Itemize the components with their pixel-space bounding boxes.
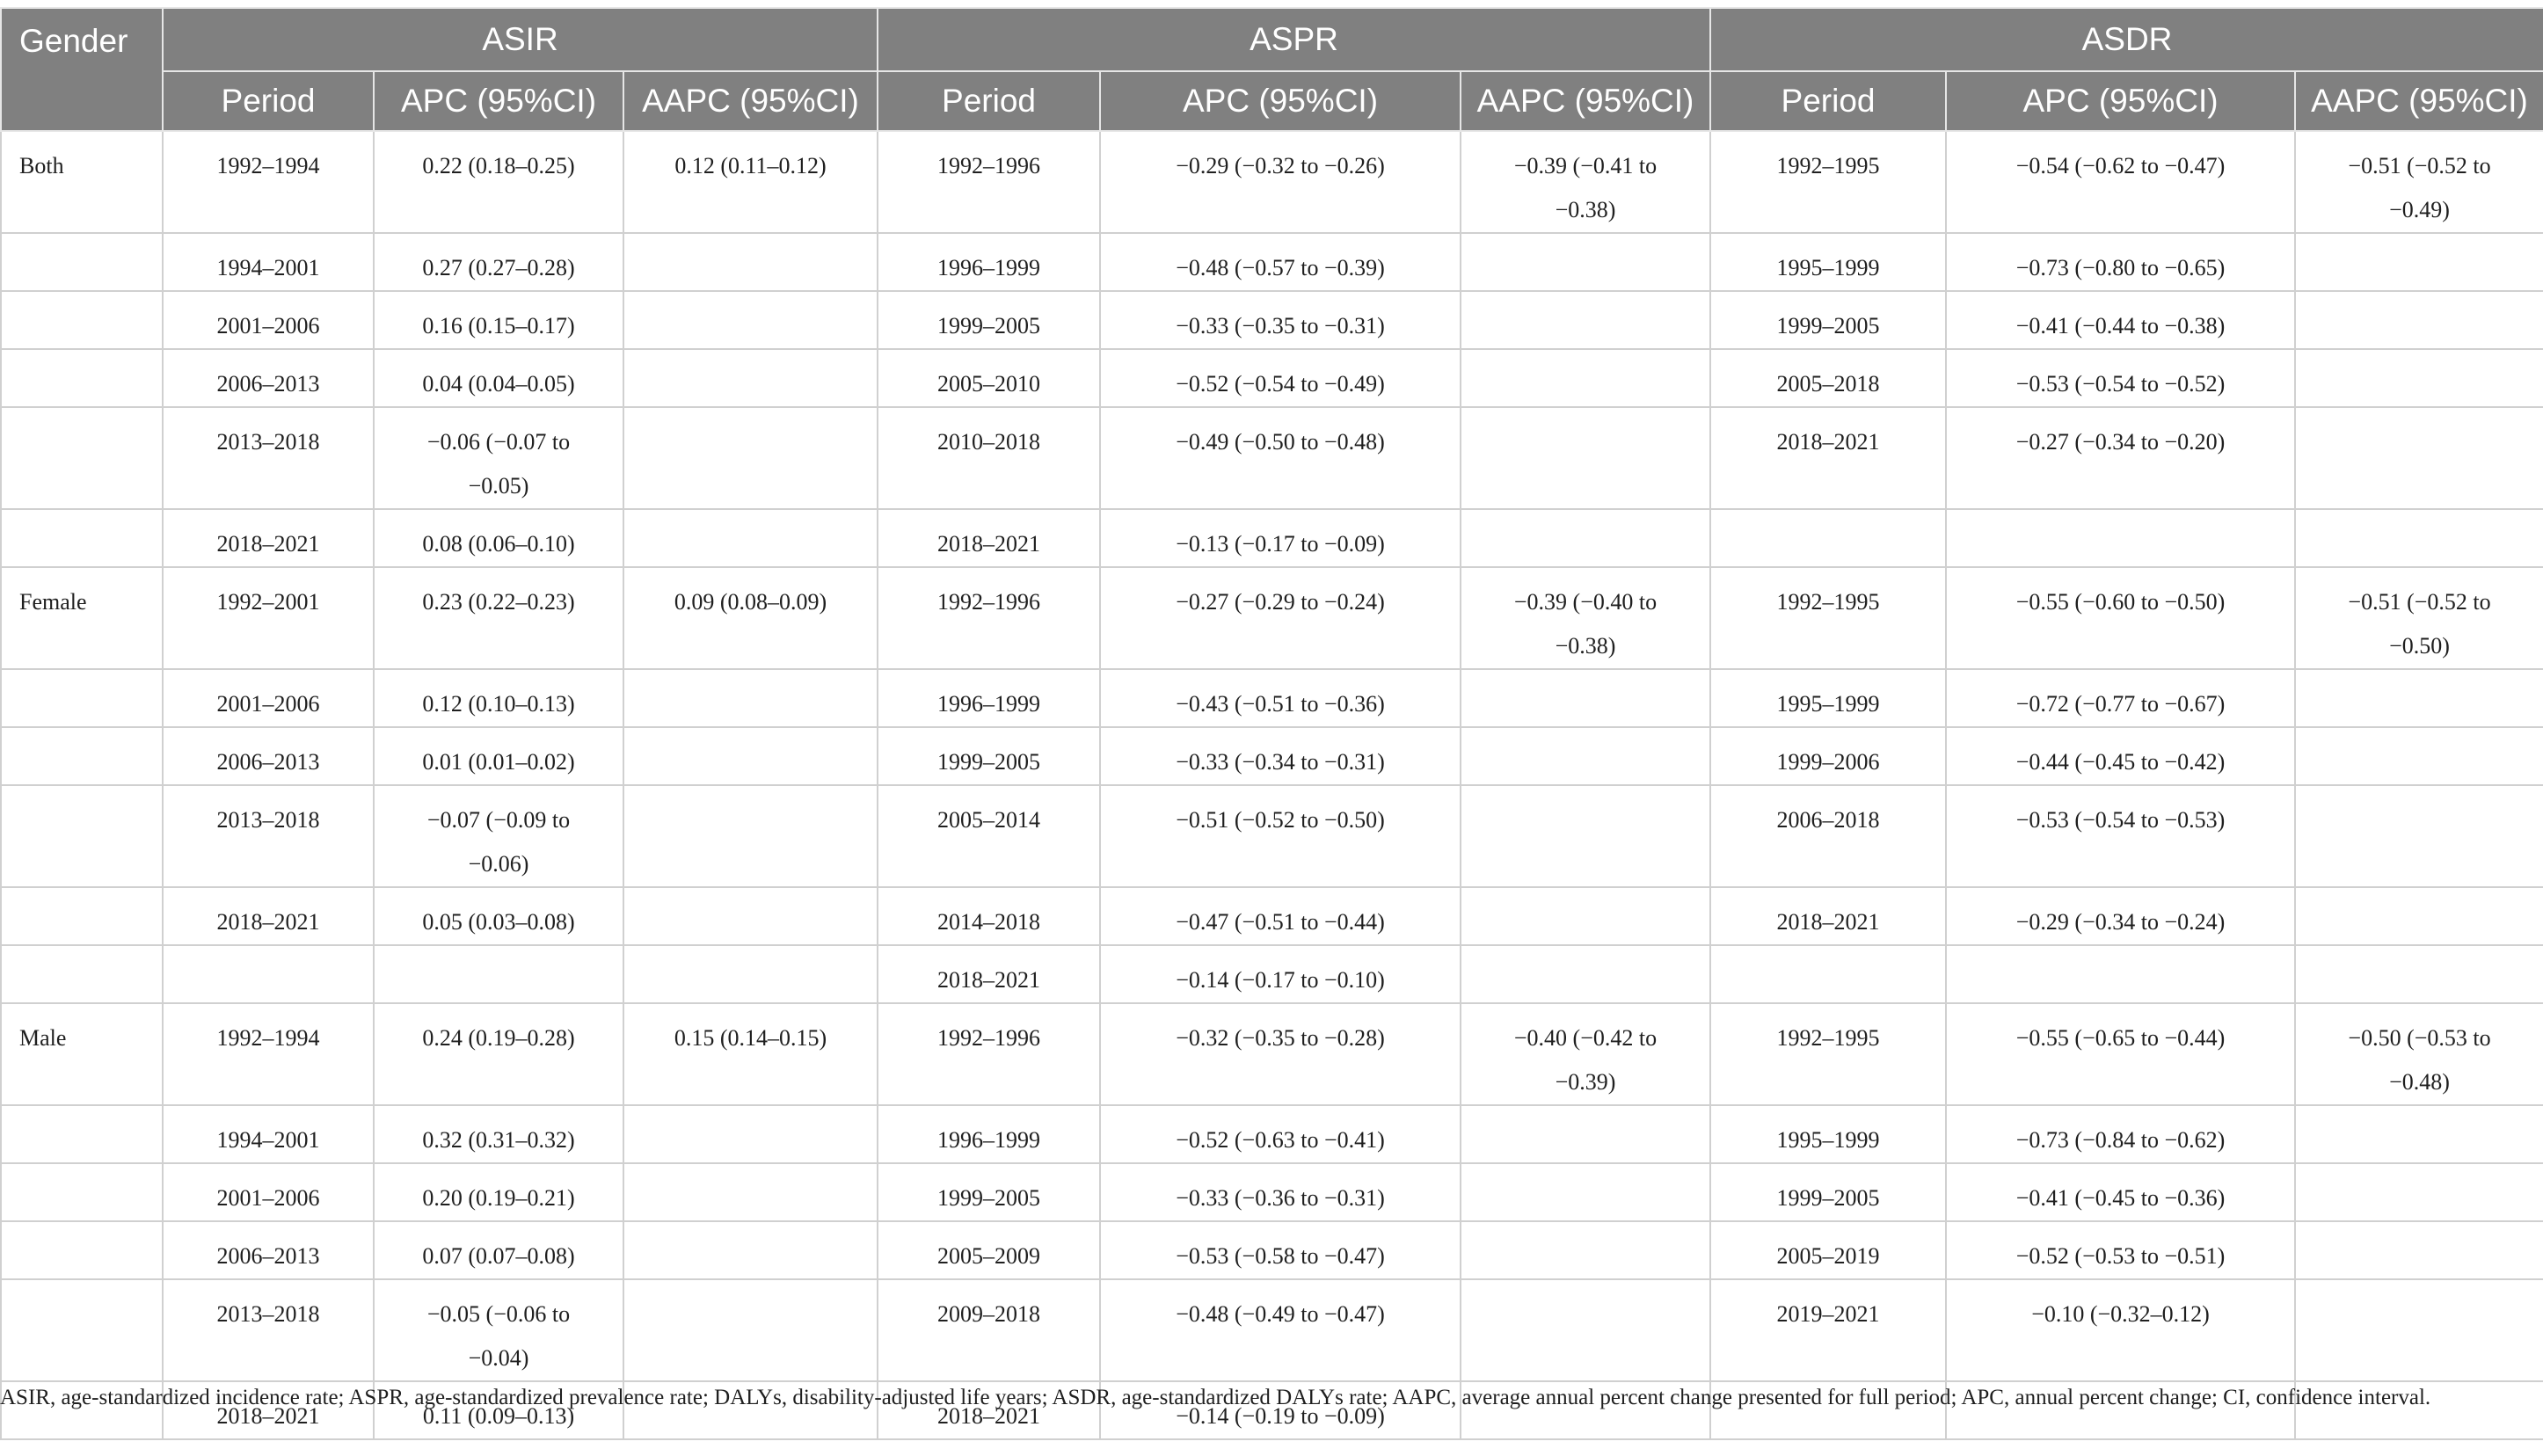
header-asir-apc: APC (95%CI) bbox=[374, 71, 623, 131]
table-row bbox=[1, 887, 2543, 945]
asdr-apc-cell: −0.55 (−0.60 to −0.50) bbox=[1946, 567, 2295, 669]
gender-cell bbox=[1, 727, 163, 785]
asdr-period-cell: 1999–2006 bbox=[1710, 727, 1946, 785]
aspr-period-cell: 1992–1996 bbox=[878, 131, 1100, 233]
asir-apc-cell: −0.06 (−0.07 to −0.05) bbox=[374, 407, 623, 509]
aspr-apc-cell: −0.33 (−0.35 to −0.31) bbox=[1100, 291, 1461, 349]
gender-cell bbox=[1, 669, 163, 727]
aspr-aapc-cell bbox=[1461, 887, 1710, 945]
asdr-period-cell: 1992–1995 bbox=[1710, 131, 1946, 233]
header-asir-period: Period bbox=[163, 71, 374, 131]
asir-period-cell: 2013–2018 bbox=[163, 1279, 374, 1381]
asdr-apc-cell: −0.54 (−0.62 to −0.47) bbox=[1946, 131, 2295, 233]
asir-aapc-cell: 0.12 (0.11–0.12) bbox=[623, 131, 878, 233]
aspr-aapc-cell: −0.40 (−0.42 to −0.39) bbox=[1461, 1003, 1710, 1105]
asdr-aapc-cell bbox=[2295, 407, 2543, 509]
asir-aapc-cell bbox=[623, 1105, 878, 1163]
header-asdr-period: Period bbox=[1710, 71, 1946, 131]
asdr-period-cell bbox=[1710, 945, 1946, 1003]
asdr-period-cell: 2019–2021 bbox=[1710, 1279, 1946, 1381]
asdr-aapc-cell bbox=[2295, 1279, 2543, 1381]
aspr-period-cell: 1999–2005 bbox=[878, 291, 1100, 349]
asdr-apc-cell: −0.72 (−0.77 to −0.67) bbox=[1946, 669, 2295, 727]
asdr-aapc-cell bbox=[2295, 887, 2543, 945]
aspr-aapc-cell bbox=[1461, 1105, 1710, 1163]
asdr-aapc-cell bbox=[2295, 1105, 2543, 1163]
table-body bbox=[1, 131, 2543, 1439]
aspr-aapc-cell bbox=[1461, 1163, 1710, 1221]
asir-aapc-cell bbox=[623, 1221, 878, 1279]
aspr-apc-cell: −0.48 (−0.57 to −0.39) bbox=[1100, 233, 1461, 291]
aspr-period-cell: 2005–2009 bbox=[878, 1221, 1100, 1279]
asdr-period-cell: 2005–2019 bbox=[1710, 1221, 1946, 1279]
asir-period-cell: 2018–2021 bbox=[163, 1381, 374, 1439]
asdr-apc-cell: −0.52 (−0.53 to −0.51) bbox=[1946, 1221, 2295, 1279]
table-row bbox=[1, 669, 2543, 727]
asir-apc-cell: 0.22 (0.18–0.25) bbox=[374, 131, 623, 233]
aspr-period-cell: 1999–2005 bbox=[878, 1163, 1100, 1221]
aspr-period-cell: 1992–1996 bbox=[878, 567, 1100, 669]
asdr-aapc-cell: −0.50 (−0.53 to −0.48) bbox=[2295, 1003, 2543, 1105]
aspr-apc-cell: −0.52 (−0.63 to −0.41) bbox=[1100, 1105, 1461, 1163]
aspr-aapc-cell: −0.39 (−0.41 to −0.38) bbox=[1461, 131, 1710, 233]
asir-period-cell: 2018–2021 bbox=[163, 509, 374, 567]
table-row bbox=[1, 1003, 2543, 1105]
asdr-period-cell: 2018–2021 bbox=[1710, 407, 1946, 509]
asdr-period-cell: 1995–1999 bbox=[1710, 669, 1946, 727]
asdr-aapc-cell bbox=[2295, 233, 2543, 291]
asir-period-cell: 2006–2013 bbox=[163, 1221, 374, 1279]
table-footnote: ASIR, age-standardized incidence rate; ASPR, age-standardized prevalence rate; DALYs, disability-adjusted life years; ASDR, age-standardized DALYs rate; AAPC, average annual percent change presented for full period; APC, annual percent change; CI, confidence interval. bbox=[0, 1386, 2431, 1409]
asir-aapc-cell bbox=[623, 407, 878, 509]
gender-cell bbox=[1, 509, 163, 567]
table-row bbox=[1, 567, 2543, 669]
asdr-aapc-cell bbox=[2295, 785, 2543, 887]
asdr-apc-cell: −0.44 (−0.45 to −0.42) bbox=[1946, 727, 2295, 785]
asdr-aapc-cell bbox=[2295, 349, 2543, 407]
asir-aapc-cell bbox=[623, 669, 878, 727]
asir-aapc-cell bbox=[623, 1279, 878, 1381]
asir-period-cell: 1992–1994 bbox=[163, 1003, 374, 1105]
gender-cell bbox=[1, 887, 163, 945]
gender-cell bbox=[1, 291, 163, 349]
aspr-aapc-cell bbox=[1461, 509, 1710, 567]
table-row bbox=[1, 1163, 2543, 1221]
asdr-apc-cell: −0.10 (−0.32–0.12) bbox=[1946, 1279, 2295, 1381]
header-asir-aapc: AAPC (95%CI) bbox=[623, 71, 878, 131]
asdr-aapc-cell bbox=[2295, 727, 2543, 785]
gender-cell bbox=[1, 1105, 163, 1163]
aspr-period-cell: 2014–2018 bbox=[878, 887, 1100, 945]
asir-aapc-cell: 0.09 (0.08–0.09) bbox=[623, 567, 878, 669]
header-group-asir: ASIR bbox=[163, 8, 878, 71]
asdr-apc-cell: −0.41 (−0.45 to −0.36) bbox=[1946, 1163, 2295, 1221]
aspr-apc-cell: −0.47 (−0.51 to −0.44) bbox=[1100, 887, 1461, 945]
aspr-apc-cell: −0.14 (−0.19 to −0.09) bbox=[1100, 1381, 1461, 1439]
asir-period-cell: 1992–1994 bbox=[163, 131, 374, 233]
asdr-aapc-cell bbox=[2295, 291, 2543, 349]
asir-aapc-cell bbox=[623, 233, 878, 291]
gender-cell bbox=[1, 349, 163, 407]
table-container bbox=[0, 7, 2543, 1440]
gender-cell: Male bbox=[1, 1003, 163, 1105]
asir-apc-cell: 0.07 (0.07–0.08) bbox=[374, 1221, 623, 1279]
aspr-aapc-cell bbox=[1461, 291, 1710, 349]
asir-period-cell: 2013–2018 bbox=[163, 785, 374, 887]
asdr-apc-cell: −0.27 (−0.34 to −0.20) bbox=[1946, 407, 2295, 509]
header-asdr-apc: APC (95%CI) bbox=[1946, 71, 2295, 131]
aspr-aapc-cell bbox=[1461, 727, 1710, 785]
table-row bbox=[1, 727, 2543, 785]
gender-cell bbox=[1, 407, 163, 509]
asdr-apc-cell: −0.73 (−0.80 to −0.65) bbox=[1946, 233, 2295, 291]
table-row bbox=[1, 1221, 2543, 1279]
asdr-apc-cell bbox=[1946, 509, 2295, 567]
table-row bbox=[1, 1105, 2543, 1163]
aspr-aapc-cell bbox=[1461, 233, 1710, 291]
asir-aapc-cell bbox=[623, 291, 878, 349]
gender-cell bbox=[1, 945, 163, 1003]
asir-aapc-cell bbox=[623, 887, 878, 945]
asir-period-cell: 2001–2006 bbox=[163, 291, 374, 349]
gender-cell bbox=[1, 1279, 163, 1381]
asdr-apc-cell bbox=[1946, 945, 2295, 1003]
asir-period-cell: 2006–2013 bbox=[163, 727, 374, 785]
table-header bbox=[1, 8, 2543, 131]
table-row bbox=[1, 509, 2543, 567]
asdr-period-cell: 2006–2018 bbox=[1710, 785, 1946, 887]
gender-cell: Female bbox=[1, 567, 163, 669]
asir-apc-cell: 0.23 (0.22–0.23) bbox=[374, 567, 623, 669]
asir-aapc-cell bbox=[623, 785, 878, 887]
asdr-apc-cell: −0.29 (−0.34 to −0.24) bbox=[1946, 887, 2295, 945]
asdr-period-cell: 1992–1995 bbox=[1710, 567, 1946, 669]
asdr-aapc-cell bbox=[2295, 1221, 2543, 1279]
aspr-apc-cell: −0.14 (−0.17 to −0.10) bbox=[1100, 945, 1461, 1003]
asir-apc-cell: 0.08 (0.06–0.10) bbox=[374, 509, 623, 567]
asir-period-cell: 2006–2013 bbox=[163, 349, 374, 407]
aspr-period-cell: 1992–1996 bbox=[878, 1003, 1100, 1105]
header-aspr-period: Period bbox=[878, 71, 1100, 131]
gender-cell bbox=[1, 785, 163, 887]
asir-period-cell: 1994–2001 bbox=[163, 233, 374, 291]
table-row bbox=[1, 785, 2543, 887]
asdr-apc-cell: −0.73 (−0.84 to −0.62) bbox=[1946, 1105, 2295, 1163]
table-row bbox=[1, 349, 2543, 407]
aspr-period-cell: 2018–2021 bbox=[878, 1381, 1100, 1439]
header-aspr-apc: APC (95%CI) bbox=[1100, 71, 1461, 131]
asdr-apc-cell: −0.53 (−0.54 to −0.52) bbox=[1946, 349, 2295, 407]
asir-apc-cell: 0.11 (0.09–0.13) bbox=[374, 1381, 623, 1439]
aspr-aapc-cell: −0.39 (−0.40 to −0.38) bbox=[1461, 567, 1710, 669]
table-row bbox=[1, 407, 2543, 509]
table-row bbox=[1, 131, 2543, 233]
apc-aapc-table bbox=[0, 7, 2543, 1440]
asdr-aapc-cell: −0.51 (−0.52 to −0.50) bbox=[2295, 567, 2543, 669]
asdr-period-cell: 2018–2021 bbox=[1710, 887, 1946, 945]
asir-apc-cell: −0.05 (−0.06 to −0.04) bbox=[374, 1279, 623, 1381]
header-aspr-aapc: AAPC (95%CI) bbox=[1461, 71, 1710, 131]
asdr-period-cell: 2005–2018 bbox=[1710, 349, 1946, 407]
asir-apc-cell: 0.12 (0.10–0.13) bbox=[374, 669, 623, 727]
asdr-period-cell: 1999–2005 bbox=[1710, 291, 1946, 349]
aspr-aapc-cell bbox=[1461, 785, 1710, 887]
aspr-period-cell: 1999–2005 bbox=[878, 727, 1100, 785]
asir-period-cell: 2001–2006 bbox=[163, 1163, 374, 1221]
asdr-aapc-cell bbox=[2295, 509, 2543, 567]
asir-apc-cell: 0.16 (0.15–0.17) bbox=[374, 291, 623, 349]
asdr-period-cell bbox=[1710, 509, 1946, 567]
asir-aapc-cell bbox=[623, 509, 878, 567]
asir-period-cell: 2001–2006 bbox=[163, 669, 374, 727]
asdr-period-cell: 1995–1999 bbox=[1710, 233, 1946, 291]
table-row bbox=[1, 233, 2543, 291]
asir-apc-cell: −0.07 (−0.09 to −0.06) bbox=[374, 785, 623, 887]
aspr-apc-cell: −0.33 (−0.36 to −0.31) bbox=[1100, 1163, 1461, 1221]
asir-aapc-cell bbox=[623, 945, 878, 1003]
asir-apc-cell: 0.32 (0.31–0.32) bbox=[374, 1105, 623, 1163]
aspr-apc-cell: −0.43 (−0.51 to −0.36) bbox=[1100, 669, 1461, 727]
gender-cell bbox=[1, 233, 163, 291]
aspr-apc-cell: −0.27 (−0.29 to −0.24) bbox=[1100, 567, 1461, 669]
aspr-aapc-cell bbox=[1461, 349, 1710, 407]
asir-apc-cell: 0.01 (0.01–0.02) bbox=[374, 727, 623, 785]
asdr-period-cell: 1992–1995 bbox=[1710, 1003, 1946, 1105]
aspr-period-cell: 2005–2014 bbox=[878, 785, 1100, 887]
aspr-period-cell: 1996–1999 bbox=[878, 233, 1100, 291]
asdr-apc-cell: −0.41 (−0.44 to −0.38) bbox=[1946, 291, 2295, 349]
asir-aapc-cell bbox=[623, 727, 878, 785]
asdr-aapc-cell bbox=[2295, 669, 2543, 727]
aspr-apc-cell: −0.53 (−0.58 to −0.47) bbox=[1100, 1221, 1461, 1279]
table-row bbox=[1, 291, 2543, 349]
asir-apc-cell bbox=[374, 945, 623, 1003]
aspr-period-cell: 2005–2010 bbox=[878, 349, 1100, 407]
asir-period-cell bbox=[163, 945, 374, 1003]
asir-apc-cell: 0.05 (0.03–0.08) bbox=[374, 887, 623, 945]
asdr-apc-cell: −0.53 (−0.54 to −0.53) bbox=[1946, 785, 2295, 887]
gender-cell: Both bbox=[1, 131, 163, 233]
header-group-asdr: ASDR bbox=[1710, 8, 2543, 71]
aspr-period-cell: 2010–2018 bbox=[878, 407, 1100, 509]
aspr-aapc-cell bbox=[1461, 407, 1710, 509]
asir-period-cell: 1992–2001 bbox=[163, 567, 374, 669]
asir-apc-cell: 0.24 (0.19–0.28) bbox=[374, 1003, 623, 1105]
asdr-aapc-cell: −0.51 (−0.52 to −0.49) bbox=[2295, 131, 2543, 233]
aspr-apc-cell: −0.33 (−0.34 to −0.31) bbox=[1100, 727, 1461, 785]
aspr-apc-cell: −0.52 (−0.54 to −0.49) bbox=[1100, 349, 1461, 407]
aspr-apc-cell: −0.49 (−0.50 to −0.48) bbox=[1100, 407, 1461, 509]
header-asdr-aapc: AAPC (95%CI) bbox=[2295, 71, 2543, 131]
aspr-apc-cell: −0.32 (−0.35 to −0.28) bbox=[1100, 1003, 1461, 1105]
gender-cell bbox=[1, 1163, 163, 1221]
aspr-aapc-cell bbox=[1461, 945, 1710, 1003]
table-row bbox=[1, 945, 2543, 1003]
asdr-apc-cell: −0.55 (−0.65 to −0.44) bbox=[1946, 1003, 2295, 1105]
asir-apc-cell: 0.04 (0.04–0.05) bbox=[374, 349, 623, 407]
asdr-aapc-cell bbox=[2295, 1163, 2543, 1221]
asir-period-cell: 2013–2018 bbox=[163, 407, 374, 509]
asir-period-cell: 2018–2021 bbox=[163, 887, 374, 945]
aspr-apc-cell: −0.29 (−0.32 to −0.26) bbox=[1100, 131, 1461, 233]
header-group-aspr: ASPR bbox=[878, 8, 1710, 71]
asir-aapc-cell bbox=[623, 1163, 878, 1221]
aspr-aapc-cell bbox=[1461, 669, 1710, 727]
asdr-period-cell: 1999–2005 bbox=[1710, 1163, 1946, 1221]
aspr-apc-cell: −0.13 (−0.17 to −0.09) bbox=[1100, 509, 1461, 567]
asir-apc-cell: 0.27 (0.27–0.28) bbox=[374, 233, 623, 291]
aspr-period-cell: 1996–1999 bbox=[878, 1105, 1100, 1163]
aspr-apc-cell: −0.48 (−0.49 to −0.47) bbox=[1100, 1279, 1461, 1381]
asir-period-cell: 1994–2001 bbox=[163, 1105, 374, 1163]
aspr-period-cell: 2018–2021 bbox=[878, 945, 1100, 1003]
asdr-period-cell: 1995–1999 bbox=[1710, 1105, 1946, 1163]
asir-aapc-cell: 0.15 (0.14–0.15) bbox=[623, 1003, 878, 1105]
asdr-aapc-cell bbox=[2295, 945, 2543, 1003]
aspr-period-cell: 2009–2018 bbox=[878, 1279, 1100, 1381]
gender-cell bbox=[1, 1221, 163, 1279]
asir-apc-cell: 0.20 (0.19–0.21) bbox=[374, 1163, 623, 1221]
asir-aapc-cell bbox=[623, 349, 878, 407]
aspr-aapc-cell bbox=[1461, 1221, 1710, 1279]
aspr-apc-cell: −0.51 (−0.52 to −0.50) bbox=[1100, 785, 1461, 887]
aspr-period-cell: 2018–2021 bbox=[878, 509, 1100, 567]
header-gender: Gender bbox=[1, 8, 163, 131]
table-row bbox=[1, 1279, 2543, 1381]
aspr-period-cell: 1996–1999 bbox=[878, 669, 1100, 727]
aspr-aapc-cell bbox=[1461, 1279, 1710, 1381]
